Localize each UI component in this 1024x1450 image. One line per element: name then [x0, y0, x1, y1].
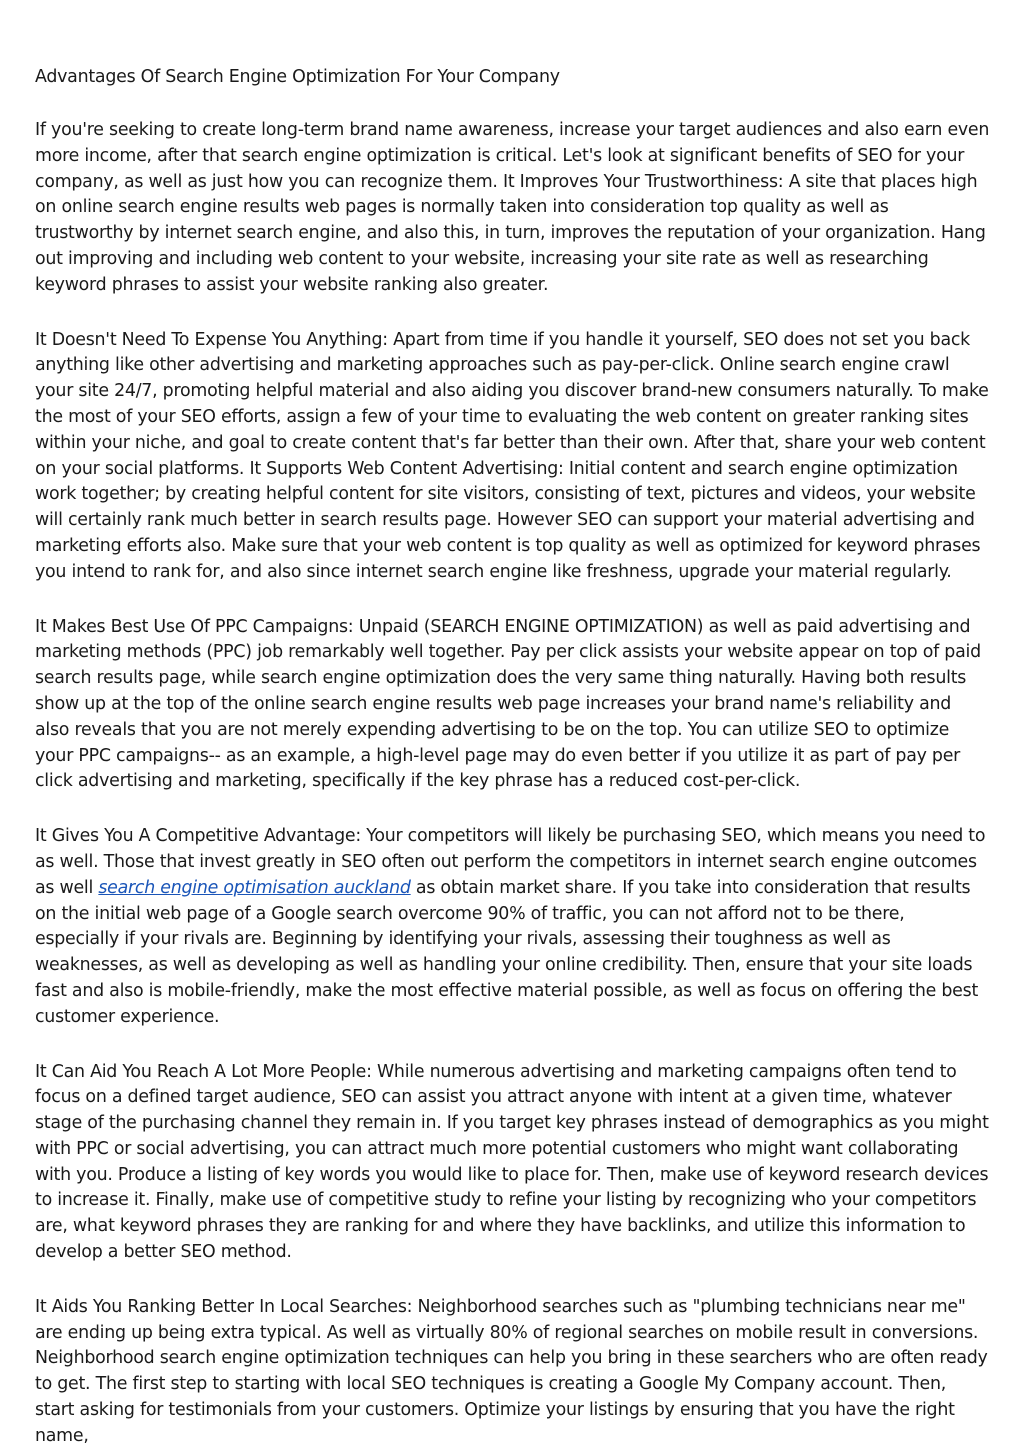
seo-auckland-link[interactable]: search engine optimisation auckland [98, 877, 411, 898]
paragraph-competitive-advantage [35, 824, 990, 1030]
paragraph-cost: It Doesn't Need To Expense You Anything: Apart from time if you handle it yourself, SEO does not set you back anything like other advertising and marketing approaches such as pay-per-click. Online search engine crawl your site 24/7, promoting helpful material and also aiding you discover brand-new consumers naturally. To make the most of your SEO efforts, assign a few of your time to evaluating the web content on greater ranking sites within your niche, and goal to create content that's far better than their own. After that, share your web content on your social platforms. It Supports Web Content Advertising: Initial content and search engine optimization work together; by creating helpful content for site visitors, consisting of text, pictures and videos, your website will certainly rank much better in search results page. However SEO can support your material advertising and marketing efforts also. Make sure that your web content is top quality as well as optimized for keyword phrases you intend to rank for, and also since internet search engine like freshness, upgrade your material regularly. [35, 329, 989, 582]
paragraph-text-before-link: It Gives You A Competitive Advantage: Your competitors will likely be purchasing SEO, which means you need to as well. Those that invest greatly in SEO often out perform the competitors in internet search engine outcomes as well [35, 826, 986, 898]
paragraph-local-search: It Aids You Ranking Better In Local Searches: Neighborhood searches such as "plumbing technicians near me" are ending up being extra typical. As well as virtually 80% of regional searches on mobile result in conversions. Neighborhood search engine optimization techniques can help you bring in these searchers who are often ready to get. The first step to starting with local SEO techniques is creating a Google My Company account. Then, start asking for testimonials from your customers. Optimize your listings by ensuring that you have the right name, [35, 1296, 988, 1446]
paragraph-brand-awareness: If you're seeking to create long-term brand name awareness, increase your target audiences and also earn even more income, after that search engine optimization is critical. Let's look at significant benefits of SEO for your company, as well as just how you can recognize them. It Improves Your Trustworthiness: A site that places high on online search engine results web pages is normally taken into consideration top quality as well as trustworthy by internet search engine, and also this, in turn, improves the reputation of your organization. Hang out improving and including web content to your website, increasing your site rate as well as researching keyword phrases to assist your website ranking also greater. [35, 120, 990, 295]
document-title: Advantages Of Search Engine Optimization For Your Company [35, 67, 560, 87]
paragraph-reach-people: It Can Aid You Reach A Lot More People: While numerous advertising and marketing campaigns often tend to focus on a defined target audience, SEO can assist you attract anyone with intent at a given time, whatever stage of the purchasing channel they remain in. If you target key phrases instead of demographics as you might with PPC or social advertising, you can attract much more potential customers who might want collaborating with you. Produce a listing of key words you would like to place for. Then, make use of keyword research devices to increase it. Finally, make use of competitive study to refine your listing by recognizing who your competitors are, what keyword phrases they are ranking for and where they have backlinks, and utilize this information to develop a better SEO method. [35, 1061, 989, 1263]
paragraph-text-after-link: as obtain market share. If you take into consideration that results on the initial web page of a Google search overcome 90% of traffic, you can not afford not to be there, especially if your rivals are. Beginning by identifying your rivals, assessing their toughness as well as weaknesses, as well as developing as well as handling your online credibility. Then, ensure that your site loads fast and also is mobile-friendly, make the most effective material possible, as well as focus on offering the best customer experience. [35, 877, 979, 1027]
paragraph-ppc: It Makes Best Use Of PPC Campaigns: Unpaid (SEARCH ENGINE OPTIMIZATION) as well as paid advertising and marketing methods (PPC) job remarkably well together. Pay per click assists your website appear on top of paid search results page, while search engine optimization does the very same thing naturally. Having both results show up at the top of the online search engine results web page increases your brand name's reliability and also reveals that you are not merely expending advertising to be on the top. You can utilize SEO to optimize your PPC campaigns-- as an example, a high-level page may do even better if you utilize it as part of pay per click advertising and marketing, specifically if the key phrase has a reduced cost-per-click. [35, 616, 981, 792]
